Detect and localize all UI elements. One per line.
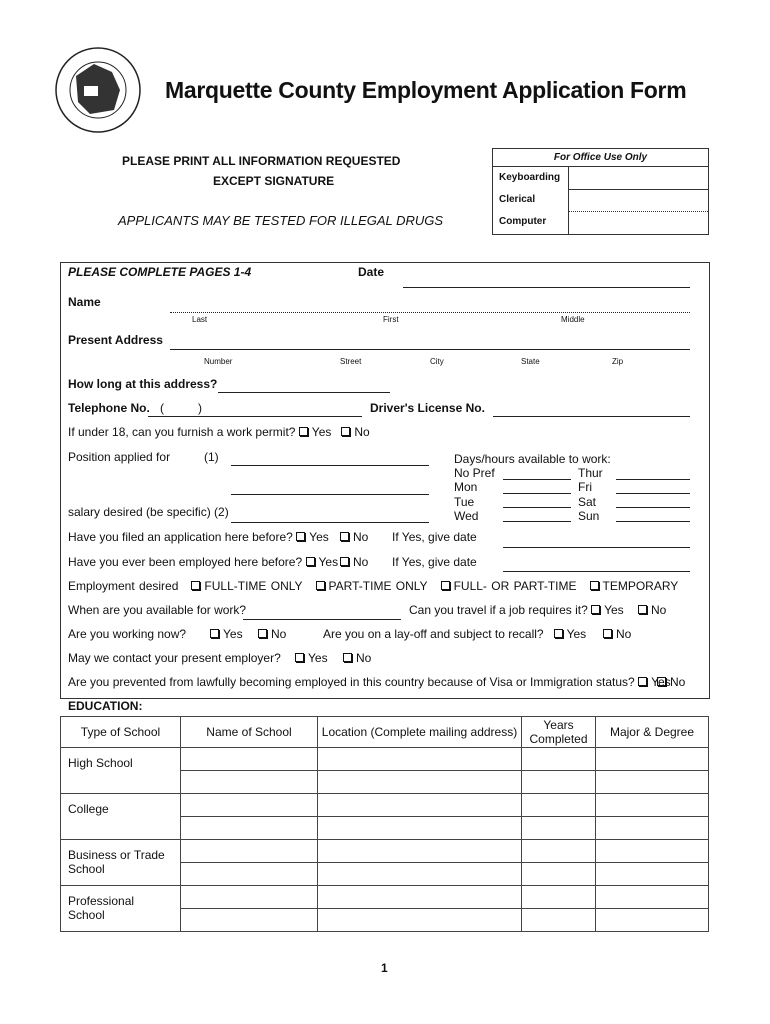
work-permit-no-checkbox[interactable] — [341, 427, 350, 436]
cell[interactable] — [522, 909, 596, 932]
travel-yes-checkbox[interactable] — [591, 605, 600, 614]
available-label: When are you available for work? — [68, 603, 247, 617]
day-tue: Tue — [454, 494, 475, 509]
cell[interactable] — [596, 817, 709, 840]
sat-field[interactable] — [616, 507, 690, 508]
cell[interactable] — [596, 863, 709, 886]
no-label: No — [356, 651, 372, 665]
position-2-field[interactable] — [231, 494, 429, 495]
col-years: Years Completed — [522, 717, 596, 748]
employed-date-field[interactable] — [503, 571, 690, 572]
office-computer: Computer — [499, 216, 547, 227]
cell[interactable] — [318, 886, 522, 909]
cell[interactable] — [181, 748, 318, 771]
page-title: Marquette County Employment Application Form — [165, 77, 687, 103]
col-name: Name of School — [181, 717, 318, 748]
layoff-no-checkbox[interactable] — [603, 629, 612, 638]
employed-yes-checkbox[interactable] — [306, 557, 315, 566]
table-row — [61, 886, 709, 909]
name-label: Name — [68, 295, 101, 309]
working-yes-checkbox[interactable] — [210, 629, 219, 638]
cell[interactable] — [522, 863, 596, 886]
parttime-label: PART-TIME ONLY — [328, 579, 428, 593]
cell[interactable] — [181, 863, 318, 886]
contact-yes-checkbox[interactable] — [295, 653, 304, 662]
day-fri: Fri — [578, 480, 592, 495]
yes-label: Yes — [223, 627, 243, 641]
address-number-label: Number — [204, 357, 233, 366]
fri-field[interactable] — [616, 493, 690, 494]
no-label: No — [651, 603, 667, 617]
row-professional: Professional School — [61, 886, 181, 932]
day-sat: Sat — [578, 494, 597, 509]
education-table — [60, 716, 709, 932]
no-label: No — [353, 530, 369, 544]
cell[interactable] — [596, 771, 709, 794]
yes-label: Yes — [651, 675, 671, 689]
temporary-label: TEMPORARY — [602, 579, 679, 593]
thur-field[interactable] — [616, 479, 690, 480]
telephone-label: Telephone No. — [68, 401, 150, 415]
day-mon: Mon — [454, 480, 478, 495]
day-thur: Thur — [578, 466, 603, 480]
cell[interactable] — [522, 748, 596, 771]
nopref-field[interactable] — [503, 479, 571, 480]
address-field[interactable] — [170, 349, 690, 350]
how-long-label: How long at this address? — [68, 377, 218, 391]
filed-no-checkbox[interactable] — [340, 532, 349, 541]
cell[interactable] — [522, 771, 596, 794]
visa-question: Are you prevented from lawfully becoming employed in this country because of Visa or Immigration status? — [68, 675, 635, 689]
tue-field[interactable] — [503, 507, 571, 508]
address-state-label: State — [521, 357, 540, 366]
table-row — [61, 794, 709, 817]
salary-field[interactable] — [231, 522, 429, 523]
no-label: No — [616, 627, 632, 641]
cell[interactable] — [318, 909, 522, 932]
col-location: Location (Complete mailing address) — [318, 717, 522, 748]
col-major: Major & Degree — [596, 717, 709, 748]
how-long-field[interactable] — [218, 392, 390, 393]
no-label: No — [353, 555, 369, 569]
license-field[interactable] — [493, 416, 690, 417]
office-use-box — [492, 148, 709, 235]
cell[interactable] — [522, 794, 596, 817]
cell[interactable] — [181, 840, 318, 863]
working-question: Are you working now? — [68, 627, 187, 641]
work-permit-yes-checkbox[interactable] — [299, 427, 308, 436]
yes-label: Yes — [318, 555, 339, 569]
cell[interactable] — [181, 886, 318, 909]
salary-label: salary desired (be specific) (2) — [68, 505, 229, 519]
date-field[interactable] — [403, 287, 690, 288]
position-label: Position applied for — [68, 450, 171, 464]
cell[interactable] — [181, 771, 318, 794]
yes-label: Yes — [604, 603, 624, 617]
layoff-yes-checkbox[interactable] — [554, 629, 563, 638]
address-street-label: Street — [340, 357, 362, 366]
cell[interactable] — [596, 886, 709, 909]
temporary-checkbox[interactable] — [590, 581, 599, 590]
day-sun: Sun — [578, 508, 600, 523]
travel-question: Can you travel if a job requires it? — [409, 603, 588, 617]
mon-field[interactable] — [503, 493, 571, 494]
yes-label: Yes — [309, 530, 329, 544]
cell[interactable] — [318, 840, 522, 863]
filed-yes-checkbox[interactable] — [296, 532, 305, 541]
contact-no-checkbox[interactable] — [343, 653, 352, 662]
layoff-question: Are you on a lay-off and subject to recall? — [323, 627, 544, 641]
cell[interactable] — [596, 794, 709, 817]
cell[interactable] — [596, 748, 709, 771]
travel-no-checkbox[interactable] — [638, 605, 647, 614]
date-label: Date — [358, 265, 385, 279]
visa-no-checkbox[interactable] — [657, 677, 666, 686]
yes-label: Yes — [566, 627, 587, 641]
filed-date-label: If Yes, give date — [392, 530, 477, 544]
filed-date-field[interactable] — [503, 547, 690, 548]
yes-label: Yes — [311, 425, 332, 439]
no-label: No — [354, 425, 370, 439]
address-label: Present Address — [68, 333, 163, 347]
cell[interactable] — [596, 840, 709, 863]
contact-question: May we contact your present employer? — [68, 651, 281, 665]
days-title: Days/hours available to work: — [454, 452, 611, 466]
name-middle-label: Middle — [561, 315, 585, 324]
office-clerical: Clerical — [499, 194, 536, 205]
cell[interactable] — [522, 817, 596, 840]
name-first-label: First — [383, 315, 399, 324]
employed-date-label: If Yes, give date — [392, 555, 477, 569]
cell[interactable] — [596, 909, 709, 932]
fulltime-checkbox[interactable] — [191, 581, 200, 590]
education-label: EDUCATION: — [68, 699, 143, 713]
employed-no-checkbox[interactable] — [340, 557, 349, 566]
visa-yes-checkbox[interactable] — [638, 677, 647, 686]
page-number: 1 — [381, 961, 388, 975]
office-use-title: For Office Use Only — [493, 149, 708, 167]
area-code-open: ( — [160, 401, 164, 415]
employment-desired-label: Employment desired — [68, 579, 179, 593]
fulltime-label: FULL-TIME ONLY — [204, 579, 303, 593]
table-row — [61, 748, 709, 771]
full-or-part-checkbox[interactable] — [441, 581, 450, 590]
area-code-close: ) — [198, 401, 202, 415]
position-1-field[interactable] — [231, 465, 429, 466]
cell[interactable] — [181, 794, 318, 817]
working-no-checkbox[interactable] — [258, 629, 267, 638]
cell[interactable] — [522, 840, 596, 863]
cell[interactable] — [318, 863, 522, 886]
cell[interactable] — [318, 748, 522, 771]
drug-test-notice: APPLICANTS MAY BE TESTED FOR ILLEGAL DRUGS — [118, 213, 444, 228]
instruction-signature: EXCEPT SIGNATURE — [213, 174, 335, 188]
position-1-label: (1) — [204, 450, 219, 464]
available-field[interactable] — [243, 619, 401, 620]
table-row — [61, 840, 709, 863]
office-keyboarding: Keyboarding — [499, 172, 561, 183]
cell[interactable] — [522, 886, 596, 909]
license-label: Driver's License No. — [370, 401, 485, 415]
address-city-label: City — [430, 357, 444, 366]
name-field[interactable] — [170, 312, 690, 313]
row-college: College — [61, 794, 181, 840]
cell[interactable] — [318, 771, 522, 794]
wed-field[interactable] — [503, 521, 571, 522]
no-label: No — [271, 627, 287, 641]
cell[interactable] — [181, 909, 318, 932]
cell[interactable] — [318, 794, 522, 817]
no-label: No — [670, 675, 686, 689]
work-permit-question: If under 18, can you furnish a work permit? — [68, 425, 296, 439]
day-wed: Wed — [454, 508, 479, 523]
address-zip-label: Zip — [612, 357, 624, 366]
name-last-label: Last — [192, 315, 208, 324]
filed-question: Have you filed an application here before? — [68, 530, 293, 544]
row-high-school: High School — [61, 748, 181, 794]
full-or-part-label: FULL- OR PART-TIME — [453, 579, 577, 593]
col-type: Type of School — [61, 717, 181, 748]
cell[interactable] — [318, 817, 522, 840]
complete-pages-note: PLEASE COMPLETE PAGES 1-4 — [68, 265, 252, 279]
sun-field[interactable] — [616, 521, 690, 522]
cell[interactable] — [181, 817, 318, 840]
yes-label: Yes — [308, 651, 328, 665]
telephone-field[interactable] — [148, 416, 362, 417]
instruction-print: PLEASE PRINT ALL INFORMATION REQUESTED — [122, 154, 401, 168]
employed-question: Have you ever been employed here before? — [68, 555, 303, 569]
parttime-checkbox[interactable] — [316, 581, 325, 590]
day-nopref: No Pref — [454, 466, 495, 480]
county-seal-logo — [54, 46, 142, 134]
row-business: Business or Trade School — [61, 840, 181, 886]
